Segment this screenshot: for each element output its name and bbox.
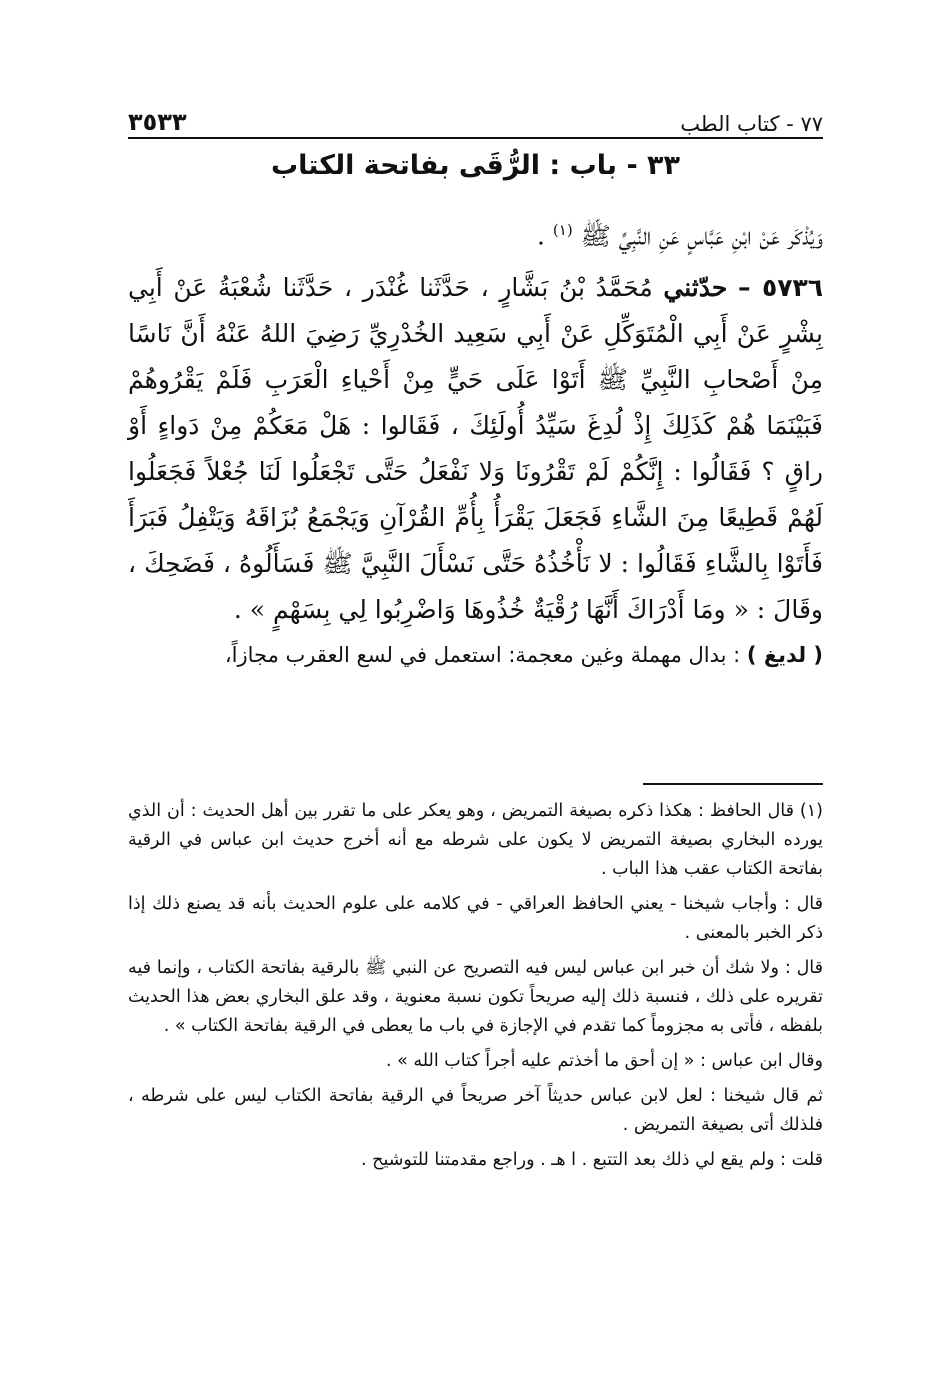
footnote-paragraph: قلت : ولم يقع لي ذلك بعد التتبع . ا هـ . وراجع مقدمتنا للتوشيح . <box>361 1150 823 1170</box>
gloss-term: ( لديغ ) <box>746 643 823 668</box>
footnote-paragraph: (١) قال الحافظ : هكذا ذكره بصيغة التمريض ، وهو يعكر على ما تقرر بين أهل الحديث : أن الذي يورده البخاري بصيغة التمريض لا يكون على شرطه مع أنه أخرج حديث ابن عباس في الرقية بفاتحة الكتاب عقب هذا الباب . <box>128 801 823 879</box>
footnote-reference: (١) <box>552 221 573 239</box>
footnote-rule <box>643 783 823 785</box>
footnote-paragraph: وقال ابن عباس : « إن أحق ما أخذتم عليه أجراً كتاب الله » . <box>385 1051 823 1071</box>
page-header <box>128 92 823 136</box>
hadith-lead: حدّثني <box>663 273 728 303</box>
main-text <box>128 207 823 673</box>
running-head: ٧٧ - كتاب الطب <box>680 112 823 136</box>
footnote-paragraph: قال : وأجاب شيخنا - يعني الحافظ العراقي - في كلامه على علوم الحديث بأنه قد يصنع ذلك إذا ذكر الخبر بالمعنى . <box>128 894 823 943</box>
intro-text: وَيُذْكَر عَنْ ابْنِ عَبَّاسٍ عَنِ النَّبِيِّ ﷺ <box>580 221 823 251</box>
gloss-text: : بدال مهملة وغين معجمة: استعمل في لسع العقرب مجازاً، <box>224 643 747 668</box>
header-rule <box>128 137 823 139</box>
footnote-paragraph: ثم قال شيخنا : لعل لابن عباس حديثاً آخر صريحاً في الرقية بفاتحة الكتاب ليس على شرطه ، فلذلك أتى بصيغة التمريض . <box>128 1086 823 1135</box>
footnote-paragraph: قال : ولا شك أن خبر ابن عباس ليس فيه التصريح عن النبي ﷺ بالرقية بفاتحة الكتاب ، وإنما فيه تقريره على ذلك ، فنسبة ذلك إليه صريحاً تكون نسبة معنوية ، وقد علق البخاري بعض هذا الحديث بلفظه ، فأتى به مجزوماً كما تقدم في الإجازة في باب ما يعطى في الرقية بفاتحة الكتاب » . <box>128 958 823 1036</box>
page-number: ٣٥٣٣ <box>128 108 187 136</box>
footnotes <box>128 797 823 1181</box>
intro-line <box>128 207 823 259</box>
hadith-text: مُحَمَّدُ بْنُ بَشَّارٍ ، حَدَّثَنا غُنْدَر ، حَدَّثَنا شُعْبَةُ عَنْ أَبِي بِشْرٍ عَنْ أَبِي الْمُتَوَكِّلِ عَنْ أَبِي سَعِيد الخُدْرِيِّ رَضِيَ اللهُ عَنْهُ أَنَّ نَاسًا مِنْ أَصْحابِ النَّبِيِّ ﷺ أَتَوْا عَلَى حَيٍّ مِنْ أَحْياءِ الْعَرَبِ فَلَمْ يَقْرُوهُمْ فَبَيْنَمَا هُمْ كَذَلِكَ إِذْ لُدِغَ سَيِّدُ أُولَئِكَ ، فَقَالوا : هَلْ مَعَكُمْ مِنْ دَواءٍ أَوْ راقٍ ؟ فَقَالُوا : إِنَّكُمْ لَمْ تَقْرُونَا وَلا نَفْعَلُ حَتَّى تَجْعَلُوا لَنَا جُعْلاً فَجَعَلُوا لَهُمْ قَطِيعًا مِنَ الشَّاءِ فَجَعَلَ يَقْرَأُ بِأُمِّ القُرْآنِ وَيَجْمَعُ بُزَاقَهُ وَيَتْفِلُ فَبَرَأَ فَأَتَوْا بِالشَّاءِ فَقَالُوا : لا نَأْخُذُهُ حَتَّى نَسْأَلَ النَّبِيَّ ﷺ فَسَأَلُوهُ ، فَضَحِكَ ، وقَالَ : « ومَا أَدْرَاكَ أَنَّهَا رُقْيَةٌ خُذُوهَا وَاضْرِبُوا لِي بِسَهْمٍ » . <box>128 273 823 625</box>
hadith-paragraph <box>128 265 823 633</box>
chapter-title: ٣٣ - باب : الرُّقَى بفاتحة الكتاب <box>270 150 681 181</box>
hadith-number: ٥٧٣٦ – <box>738 273 823 303</box>
intro-end: . <box>537 221 553 251</box>
gloss-line <box>128 637 823 673</box>
